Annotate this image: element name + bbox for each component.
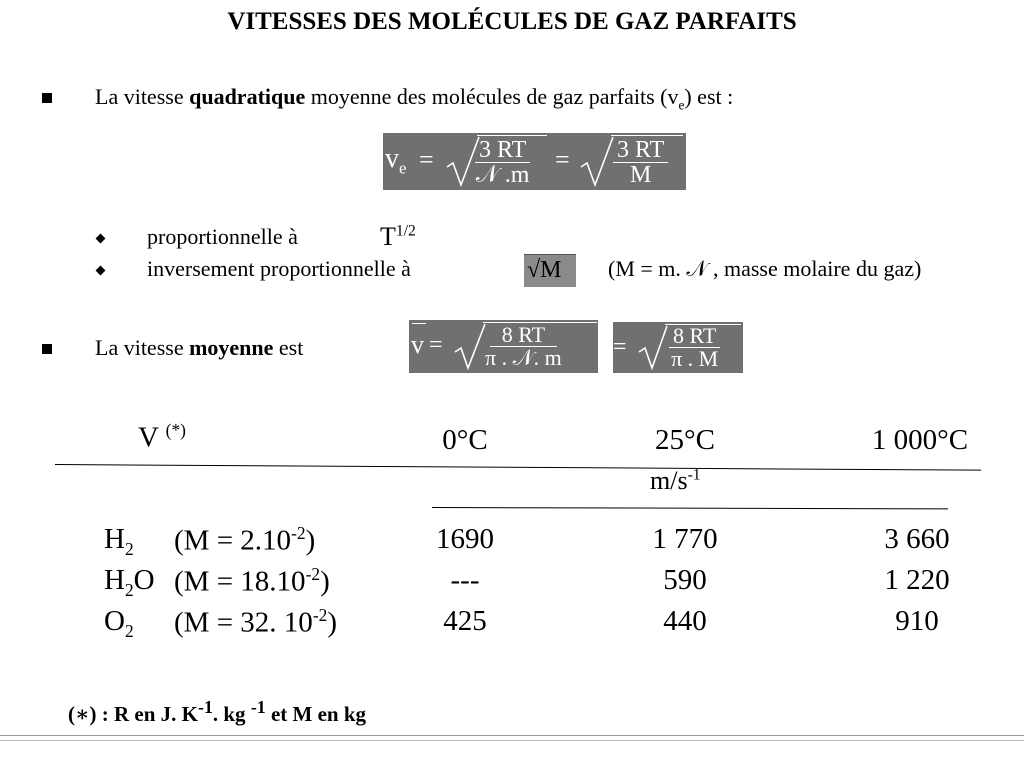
table-corner-header — [138, 420, 186, 455]
bullet1-pre: La vitesse — [95, 84, 190, 109]
t-exponent: 1/2 — [395, 222, 416, 240]
header-divider — [55, 464, 981, 471]
sqrt-m-box — [524, 254, 576, 287]
molar-mass: (M = 32. $10^{-2}$) — [174, 605, 337, 639]
bullet1-post: moyenne des molécules de gaz parfaits (v — [305, 84, 679, 109]
unit-label — [650, 466, 701, 496]
value-cell: 590 — [663, 564, 707, 596]
bullet2-bold: moyenne — [189, 335, 274, 360]
footnote-mark: (∗) — [68, 702, 97, 726]
value-cell: 1690 — [436, 523, 494, 555]
formula1-num1: 3 RT — [475, 138, 530, 163]
formula-mean-b — [613, 322, 743, 373]
sqrt-icon — [637, 324, 669, 372]
header-temp-0: 0°C — [442, 424, 488, 456]
molar-mass: $(M = 18.10^{-2})$ — [174, 564, 330, 598]
unit-sup: -1 — [687, 466, 701, 484]
bullet-square-icon — [42, 93, 52, 103]
value-cell: 1 220 — [884, 564, 950, 596]
corner-v: V — [138, 421, 159, 454]
formula1-eq2: = — [555, 145, 570, 174]
value-cell: 440 — [663, 605, 707, 637]
formula2-den2: π . M — [671, 346, 719, 371]
header-temp-1000: 1 000°C — [871, 424, 969, 456]
bullet2-post: est — [273, 335, 304, 360]
corner-sup: (*) — [165, 420, 186, 440]
formula2-lhs: v — [411, 330, 424, 359]
bullet1-sub: e — [678, 97, 685, 113]
bullet-mean-text — [95, 335, 303, 361]
sub-item-proportional: proportionnelle à — [147, 224, 298, 249]
value-cell: --- — [450, 564, 480, 596]
bottom-rule-secondary — [0, 740, 1024, 741]
formula1-num2: 3 RT — [613, 138, 668, 163]
sqrt-icon — [579, 135, 615, 189]
bullet1-end: ) est : — [684, 84, 734, 109]
bullet-diamond-icon — [96, 234, 106, 244]
formula1-lhs: v — [385, 143, 399, 174]
t-power — [380, 222, 416, 252]
t-symbol: T — [380, 222, 396, 251]
sqrt-m-text: √M — [527, 257, 562, 283]
formula2-eq2: = — [613, 334, 627, 360]
value-cell: 425 — [443, 605, 487, 637]
formula1-den1: 𝒩 .m — [475, 162, 530, 188]
sqrt-icon — [453, 322, 487, 372]
formula1-eq: = — [419, 145, 434, 174]
formula-quadratic — [383, 133, 686, 190]
formula2-den1: π . 𝒩. m — [485, 345, 562, 370]
unit-text: m/s — [650, 466, 688, 495]
value-cell: 1 770 — [652, 523, 718, 555]
sub-item-inverse: inversement proportionnelle à — [147, 256, 411, 281]
bullet-diamond-icon — [96, 266, 106, 276]
value-cell: 910 — [895, 605, 939, 637]
formula2-eq: = — [429, 332, 443, 358]
formula2-num1: 8 RT — [490, 324, 557, 347]
formula1-lhs-sub: e — [399, 158, 407, 178]
gas-label: $H_2O$ — [104, 564, 155, 600]
bullet1-bold: quadratique — [189, 84, 306, 109]
bullet-square-icon — [42, 344, 52, 354]
bullet2-pre: La vitesse — [95, 335, 190, 360]
molar-mass-note: (M = m. 𝒩 , masse molaire du gaz) — [608, 256, 922, 281]
page-title: VITESSES DES MOLÉCULES DE GAZ PARFAITS — [227, 8, 797, 35]
formula2-num2: 8 RT — [669, 325, 720, 348]
value-cell: 3 660 — [884, 523, 950, 555]
bottom-rule — [0, 735, 1024, 736]
bullet-quadratic-text — [95, 84, 733, 113]
footnote: (∗) : R en J. $K^{-1}$. kg $^{-1}$ et M en kg — [68, 697, 367, 726]
unit-divider — [432, 507, 948, 509]
gas-label: $H_2$ — [104, 523, 134, 559]
formula-mean-a — [409, 320, 598, 373]
gas-label: $O_2$ — [104, 605, 134, 641]
formula1-den2: M — [629, 162, 652, 188]
header-temp-25: 25°C — [655, 424, 715, 456]
molar-mass: $(M = 2.10^{-2})$ — [174, 523, 316, 557]
